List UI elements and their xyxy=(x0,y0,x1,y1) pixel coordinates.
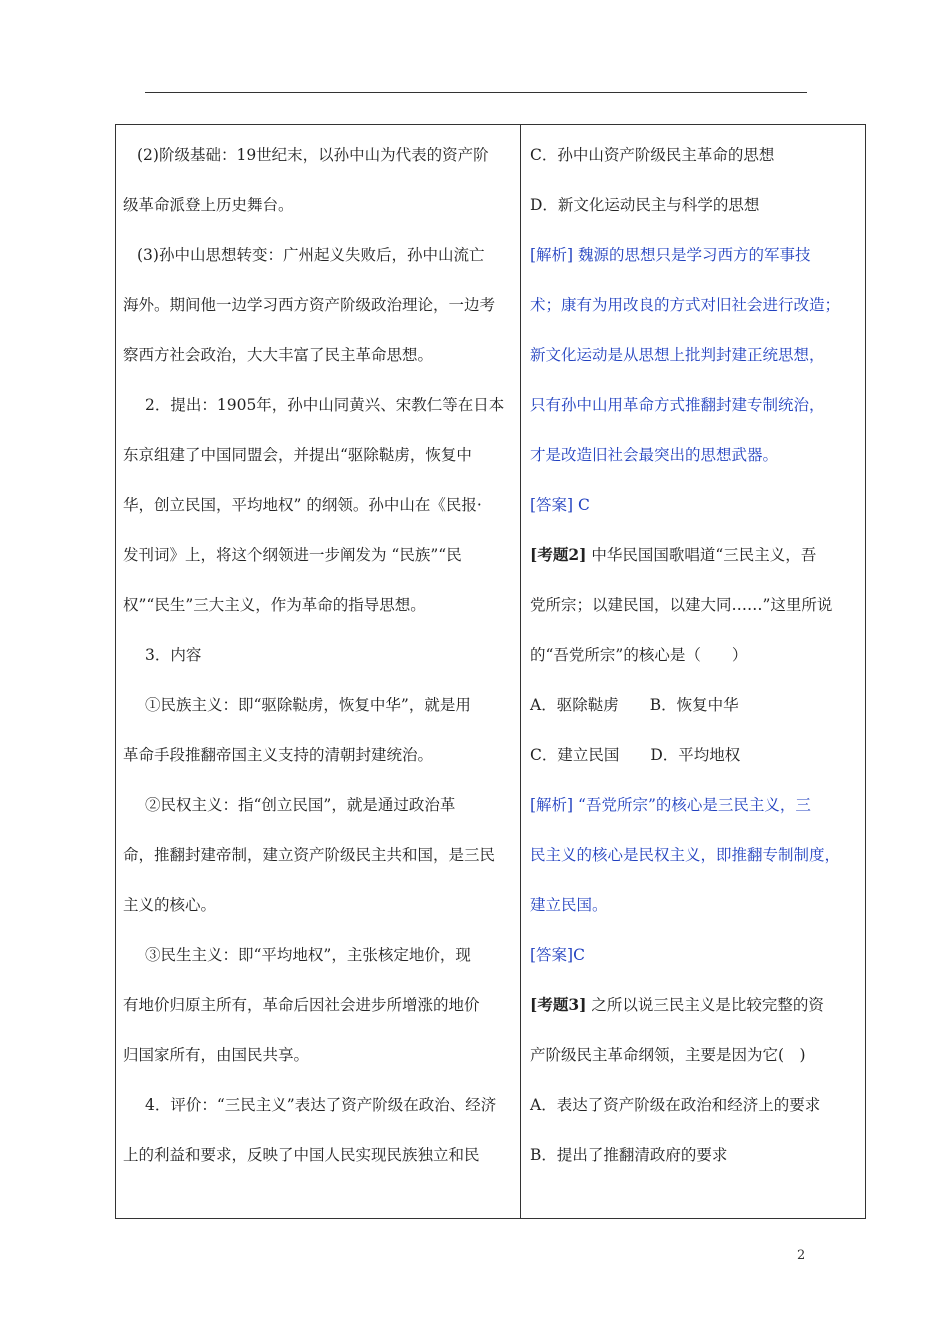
text-line: 级革命派登上历史舞台。 xyxy=(123,196,294,214)
text-line: ①民族主义：即“驱除鞑虏，恢复中华”，就是用 xyxy=(145,696,471,714)
text-line: 东京组建了中国同盟会，并提出“驱除鞑虏，恢复中 xyxy=(123,446,472,464)
q2-stem-text: 中华民国国歌唱道“三民主义，吾 xyxy=(586,546,817,564)
q1-analysis-line: [解析] 魏源的思想只是学习西方的军事技 xyxy=(530,246,811,264)
q3-stem-first-line xyxy=(530,980,860,1030)
text-line: 海外。期间他一边学习西方资产阶级政治理论，一边考 xyxy=(123,296,496,314)
text-line: ③民生主义：即“平均地权”，主张核定地价，现 xyxy=(145,946,471,964)
q1-option-c: C．孙中山资产阶级民主革命的思想 xyxy=(530,146,775,164)
text-line: 察西方社会政治，大大丰富了民主革命思想。 xyxy=(123,346,434,364)
left-column xyxy=(123,130,515,1180)
q3-stem-text: 之所以说三民主义是比较完整的资 xyxy=(586,996,824,1014)
column-divider xyxy=(520,124,521,1219)
q2-analysis-line: [解析] “吾党所宗”的核心是三民主义，三 xyxy=(530,796,811,814)
header-rule xyxy=(145,92,807,93)
q2-stem-first-line xyxy=(530,530,860,580)
text-line: (2)阶级基础：19世纪末，以孙中山为代表的资产阶 xyxy=(137,146,489,164)
q2-tag: [考题2] xyxy=(530,545,587,564)
text-line: 2．提出：1905年，孙中山同黄兴、宋教仁等在日本 xyxy=(145,396,505,414)
section-heading: 3．内容 xyxy=(145,646,202,664)
q2-analysis-line: 建立民国。 xyxy=(530,896,608,914)
q1-analysis-line: 只有孙中山用革命方式推翻封建专制统治， xyxy=(530,396,825,414)
text-line: 主义的核心。 xyxy=(123,896,217,914)
q3-option-b: B．提出了推翻清政府的要求 xyxy=(530,1146,728,1164)
text-line: (3)孙中山思想转变：广州起义失败后，孙中山流亡 xyxy=(137,246,485,264)
q2-analysis-line: 民主义的核心是民权主义，即推翻专制制度， xyxy=(530,846,841,864)
q2-options-cd: C．建立民国 D．平均地权 xyxy=(530,746,741,764)
right-column xyxy=(530,130,860,1180)
q2-stem-line: 党所宗；以建民国，以建大同……”这里所说 xyxy=(530,596,833,614)
text-line: 华，创立民国，平均地权” 的纲领。孙中山在《民报· xyxy=(123,496,482,514)
q3-option-a: A．表达了资产阶级在政治和经济上的要求 xyxy=(530,1096,821,1114)
q1-option-d: D．新文化运动民主与科学的思想 xyxy=(530,196,760,214)
text-line: 有地价归原主所有，革命后因社会进步所增涨的地价 xyxy=(123,996,480,1014)
text-line: ②民权主义：指“创立民国”，就是通过政治革 xyxy=(145,796,456,814)
q3-stem-line: 产阶级民主革命纲领，主要是因为它( ) xyxy=(530,1046,806,1064)
q2-stem-line: 的“吾党所宗”的核心是（ ） xyxy=(530,646,748,664)
q1-analysis-line: 新文化运动是从思想上批判封建正统思想， xyxy=(530,346,825,364)
q2-answer: [答案]C xyxy=(530,946,585,964)
text-line: 归国家所有，由国民共享。 xyxy=(123,1046,310,1064)
q1-analysis-line: 术；康有为用改良的方式对旧社会进行改造； xyxy=(530,296,841,314)
text-line: 权”“民生”三大主义，作为革命的指导思想。 xyxy=(123,596,426,614)
q2-options-ab: A．驱除鞑虏 B．恢复中华 xyxy=(530,696,739,714)
text-line: 发刊词》上，将这个纲领进一步阐发为 “民族”“民 xyxy=(123,546,462,564)
q1-analysis-line: 才是改造旧社会最突出的思想武器。 xyxy=(530,446,779,464)
text-line: 命，推翻封建帝制，建立资产阶级民主共和国，是三民 xyxy=(123,846,496,864)
q3-tag: [考题3] xyxy=(530,995,587,1014)
text-line: 革命手段推翻帝国主义支持的清朝封建统治。 xyxy=(123,746,434,764)
text-line: 上的利益和要求，反映了中国人民实现民族独立和民 xyxy=(123,1146,480,1164)
q1-answer: [答案] C xyxy=(530,496,590,514)
text-line: 4．评价：“三民主义”表达了资产阶级在政治、经济 xyxy=(145,1096,497,1114)
page-number: 2 xyxy=(797,1248,806,1263)
